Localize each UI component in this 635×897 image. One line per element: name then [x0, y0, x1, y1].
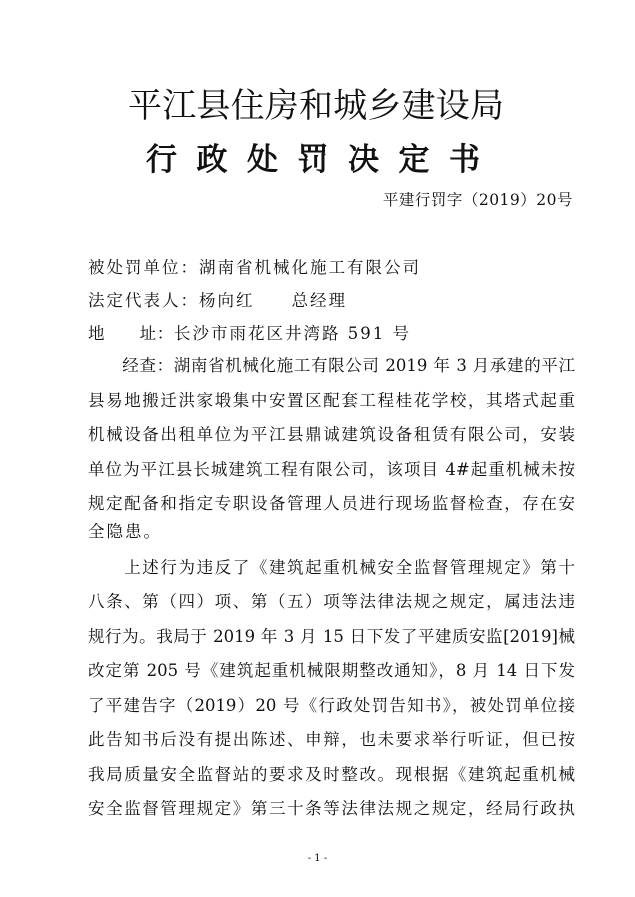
document-number: 平建行罚字（2019）20号 — [382, 191, 573, 209]
body-line: 此告知书后没有提出陈述、申辩，也未要求举行听证，但已按 — [88, 730, 575, 749]
body-line: 上述行为违反了《建筑起重机械安全监督管理规定》第十 — [88, 558, 575, 577]
body-line: 规行为。我局于 2019 年 3 月 15 日下发了平建质安监[2019]械 — [88, 627, 575, 646]
body-line: 单位为平江县长城建筑工程有限公司，该项目 4#起重机械未按 — [88, 460, 575, 479]
page-number: - 1 - — [307, 853, 328, 864]
body-line: 规定配备和指定专职设备管理人员进行现场监督检查，存在安 — [88, 494, 575, 513]
issuing-organization: 平江县住房和城乡建设局 — [128, 86, 504, 126]
body-line: 了平建告字（2019）20 号《行政处罚告知书》，被处罚单位接 — [88, 696, 575, 715]
field-value: 杨向红 总经理 — [199, 291, 347, 310]
field-address — [88, 323, 411, 345]
body-line: 八条、第（四）项、第（五）项等法律法规之规定，属违法违 — [88, 592, 575, 611]
field-value: 长沙市雨花区井湾路 591 号 — [174, 324, 411, 343]
body-line: 改定第 205 号《建筑起重机械限期整改通知》，8 月 14 日下发 — [88, 661, 575, 680]
body-line: 县易地搬迁洪家塅集中安置区配套工程桂花学校，其塔式起重 — [88, 391, 575, 410]
body-line: 全隐患。 — [88, 522, 162, 541]
field-value: 湖南省机械化施工有限公司 — [199, 258, 421, 277]
field-label: 法定代表人： — [88, 291, 199, 310]
document-title: 行政处罚决定书 — [146, 142, 480, 178]
field-legal-representative — [88, 290, 347, 312]
field-label: 被处罚单位： — [88, 258, 199, 277]
body-line: 我局质量安全监督站的要求及时整改。现根据《建筑起重机械 — [88, 765, 575, 784]
body-line: 机械设备出租单位为平江县鼎诚建筑设备租赁有限公司，安装 — [88, 425, 575, 444]
field-label: 地 址： — [88, 324, 174, 343]
body-line: 安全监督管理规定》第三十条等法律法规之规定，经局行政执 — [88, 799, 575, 818]
field-penalized-unit — [88, 257, 421, 279]
body-line: 经查：湖南省机械化施工有限公司 2019 年 3 月承建的平江 — [88, 356, 575, 375]
